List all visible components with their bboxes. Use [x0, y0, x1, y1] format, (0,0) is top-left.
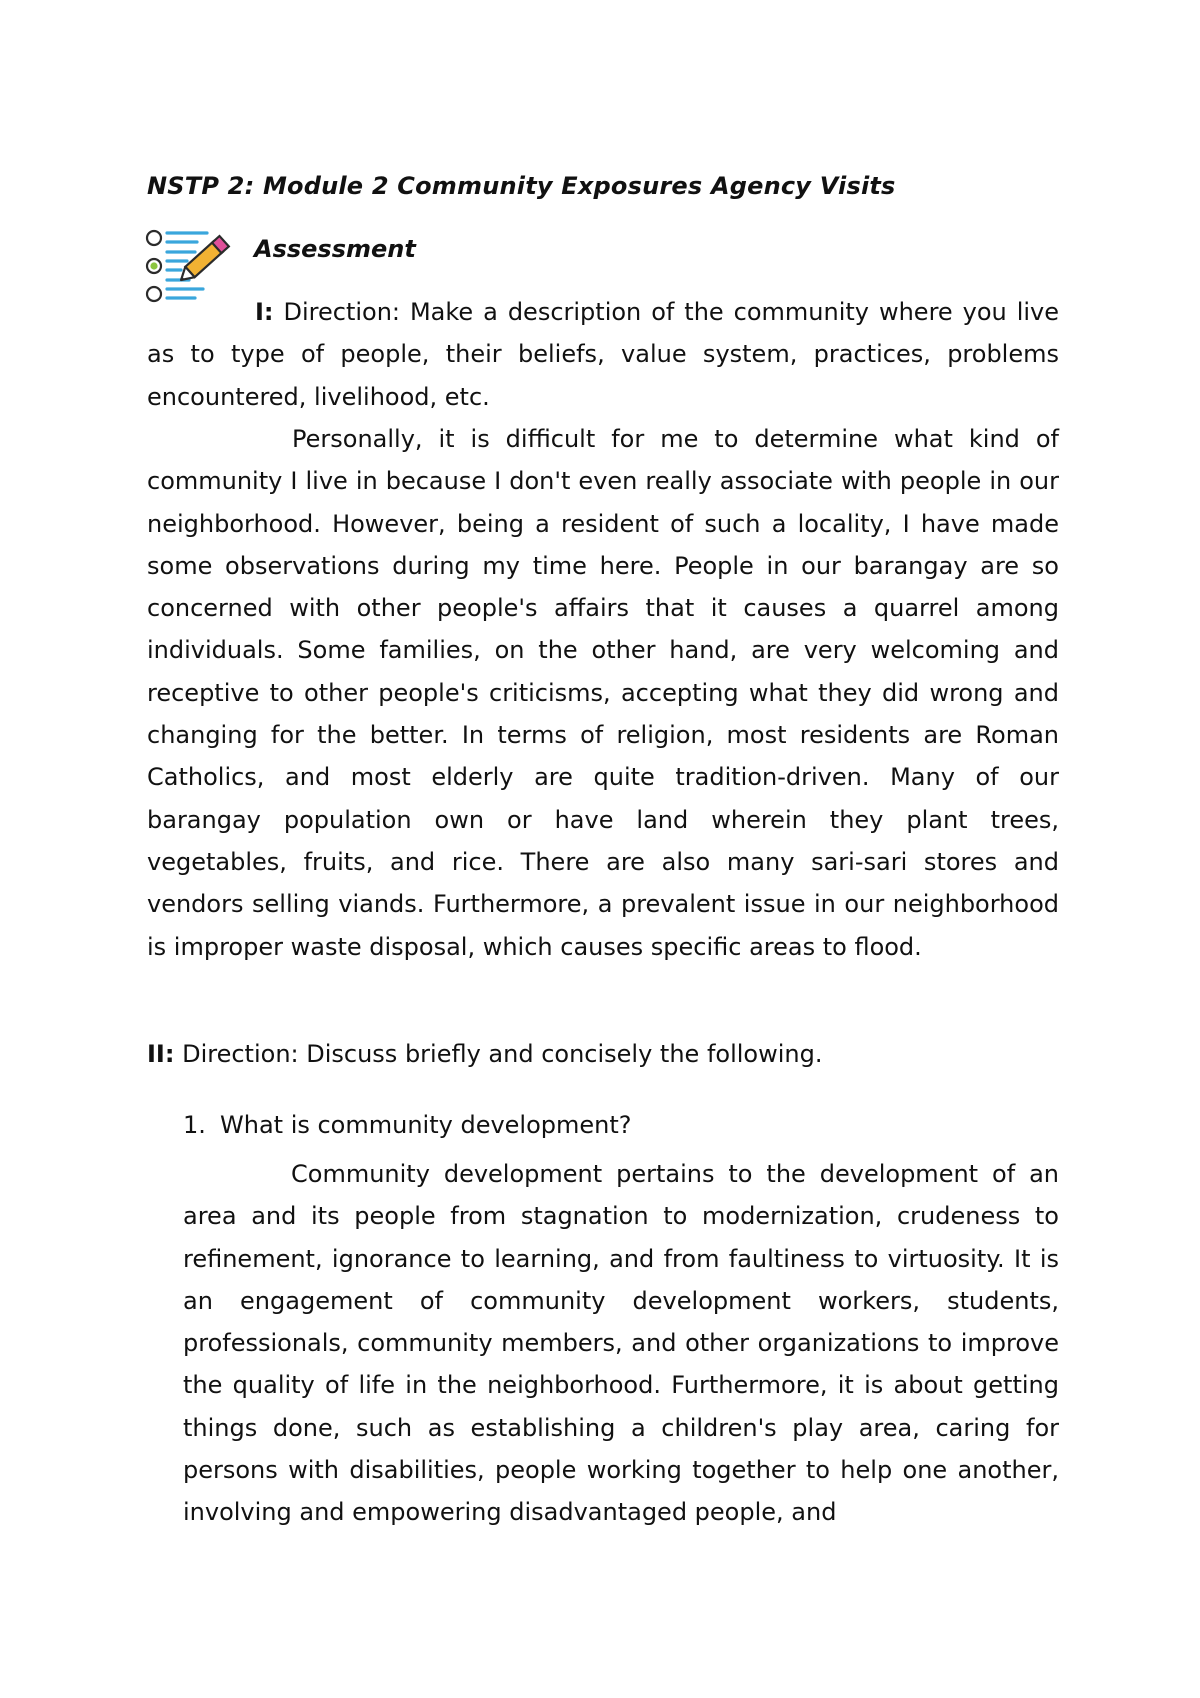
document-title: NSTP 2: Module 2 Community Exposures Agency Visits: [147, 172, 896, 200]
direction-two: [147, 1040, 822, 1068]
answer-one-paragraph: Personally, it is difficult for me to determine what kind of community I live in because I don't even really associate with people in our neighborhood. However, being a resident of such a locality, I have made some observations during my time here. People in our barangay are so concerned with other people's affairs that it causes a quarrel among individuals. Some families, on the other hand, are very welcoming and receptive to other people's criticisms, accepting what they did wrong and changing for the better. In terms of religion, most residents are Roman Catholics, and most elderly are quite tradition-driven. Many of our barangay population own or have land wherein they plant trees, vegetables, fruits, and rice. There are also many sari-sari stores and vendors selling viands. Furthermore, a prevalent issue in our neighborhood is improper waste disposal, which causes specific areas to flood.: [147, 425, 1059, 961]
question-number: 1.: [183, 1111, 206, 1139]
part-one-label: I:: [255, 298, 274, 326]
question-item: [183, 1111, 632, 1139]
question-text: What is community development?: [220, 1111, 632, 1139]
direction-one-text: Direction: Make a description of the community where you live as to type of people, their beliefs, value system, practices, problems encountered, livelihood, etc.: [147, 298, 1059, 411]
answer-two-paragraph: Community development pertains to the development of an area and its people from stagnation to modernization, crudeness to refinement, ignorance to learning, and from faultiness to virtuosity. It is an engagement of community development workers, students, professionals, community members, and other organizations to improve the quality of life in the neighborhood. Furthermore, it is about getting things done, such as establishing a children's play area, caring for persons with disabilities, people working together to help one another, involving and empowering disadvantaged people, and: [183, 1160, 1059, 1527]
direction-one: [147, 291, 1059, 418]
section-heading-assessment: Assessment: [254, 235, 416, 263]
part-two-label: II:: [147, 1040, 175, 1068]
direction-two-text: Direction: Discuss briefly and concisely the following.: [182, 1040, 823, 1068]
